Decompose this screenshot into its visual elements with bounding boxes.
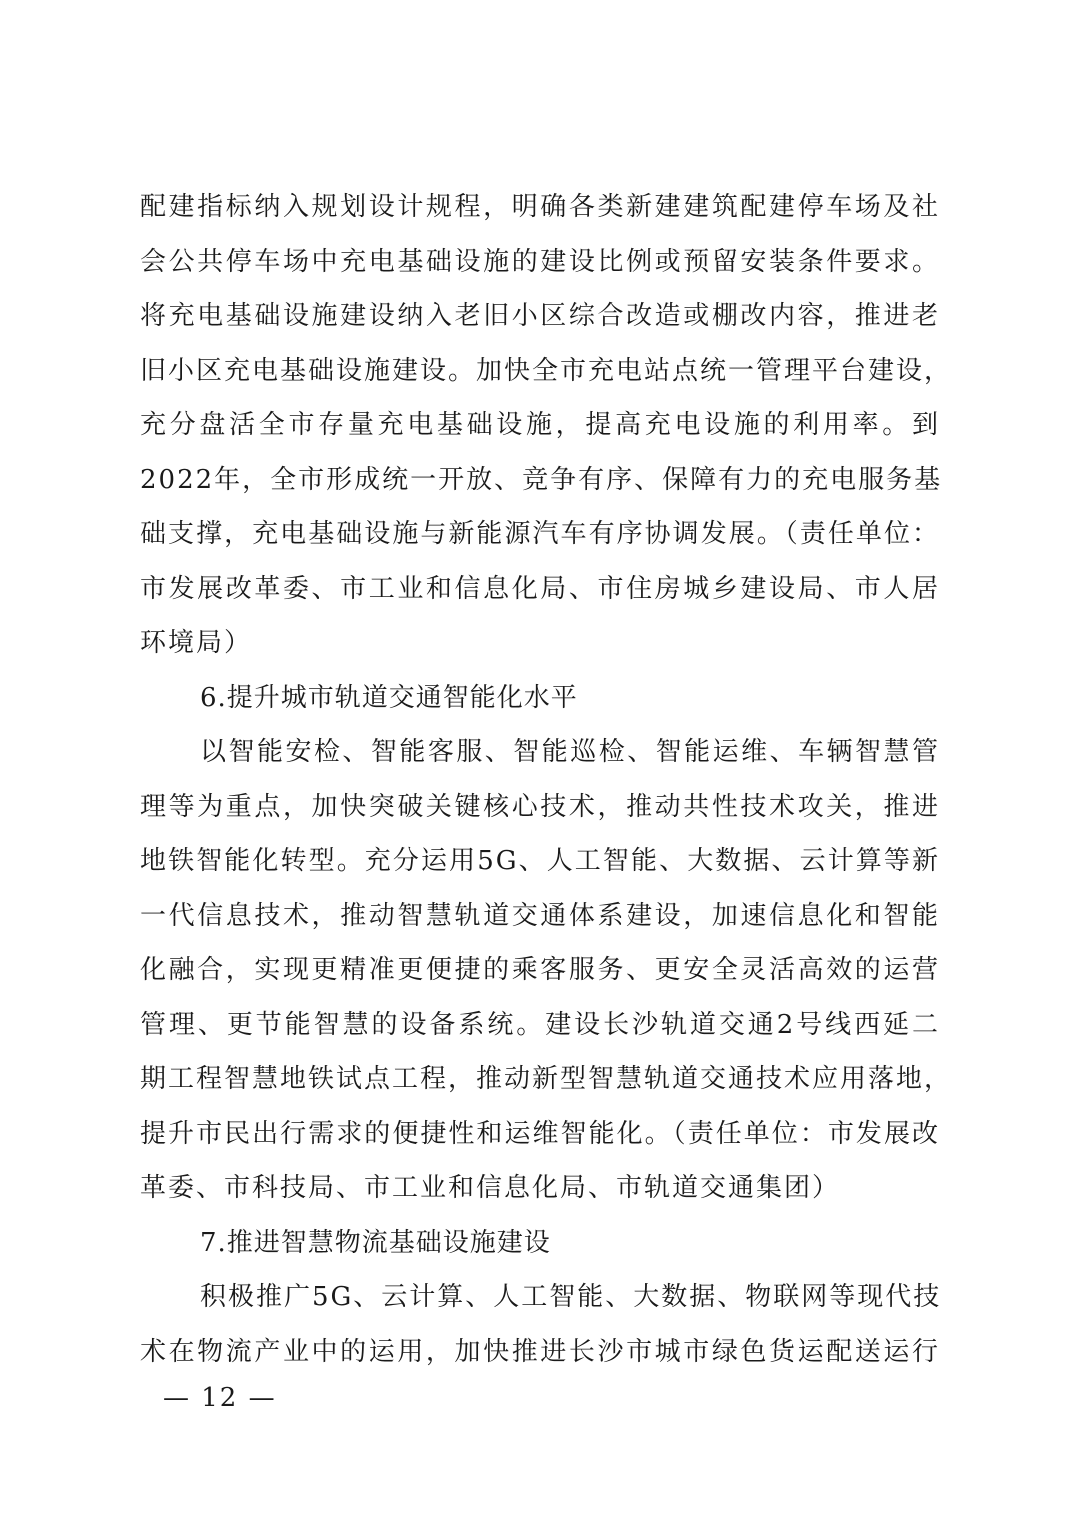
text-line: 革委、市科技局、市工业和信息化局、市轨道交通集团） [140,1173,841,1203]
text-line: 化融合，实现更精准更便捷的乘客服务、更安全灵活高效的运营 [140,955,940,985]
text-line: 提升市民出行需求的便捷性和运维智能化。（责任单位：市发展改 [140,1119,940,1149]
text-line: 期工程智慧地铁试点工程，推动新型智慧轨道交通技术应用落地， [140,1064,953,1094]
text-line: 环境局） [140,628,253,658]
text-line: 充分盘活全市存量充电基础设施，提高充电设施的利用率。到 [140,410,940,440]
text-line: 配建指标纳入规划设计规程，明确各类新建建筑配建停车场及社 [140,192,940,222]
text-line: 会公共停车场中充电基础设施的建设比例或预留安装条件要求。 [140,247,940,277]
text-line: 础支撑，充电基础设施与新能源汽车有序协调发展。（责任单位： [140,519,940,549]
text-line: 将充电基础设施建设纳入老旧小区综合改造或棚改内容，推进老 [140,301,940,331]
section-heading: 7.推进智慧物流基础设施建设 [200,1228,551,1258]
text-line: 理等为重点，加快突破关键核心技术，推动共性技术攻关，推进 [140,792,940,822]
text-line: 地铁智能化转型。充分运用5G、人工智能、大数据、云计算等新 [140,846,940,876]
text-line: 管理、更节能智慧的设备系统。建设长沙轨道交通2号线西延二 [140,1010,940,1040]
text-line: 2022年，全市形成统一开放、竞争有序、保障有力的充电服务基 [140,465,943,495]
section-heading: 6.提升城市轨道交通智能化水平 [200,683,578,713]
paragraph-first-line: 以智能安检、智能客服、智能巡检、智能运维、车辆智慧管 [200,737,940,767]
paragraph-first-line: 积极推广5G、云计算、人工智能、大数据、物联网等现代技 [200,1282,942,1312]
text-line: 一代信息技术，推动智慧轨道交通体系建设，加速信息化和智能 [140,901,940,931]
text-line: 旧小区充电基础设施建设。加快全市充电站点统一管理平台建设， [140,356,953,386]
page-number: — 12 — [163,1383,277,1413]
text-line: 术在物流产业中的运用，加快推进长沙市城市绿色货运配送运行 [140,1337,940,1367]
text-line: 市发展改革委、市工业和信息化局、市住房城乡建设局、市人居 [140,574,940,604]
